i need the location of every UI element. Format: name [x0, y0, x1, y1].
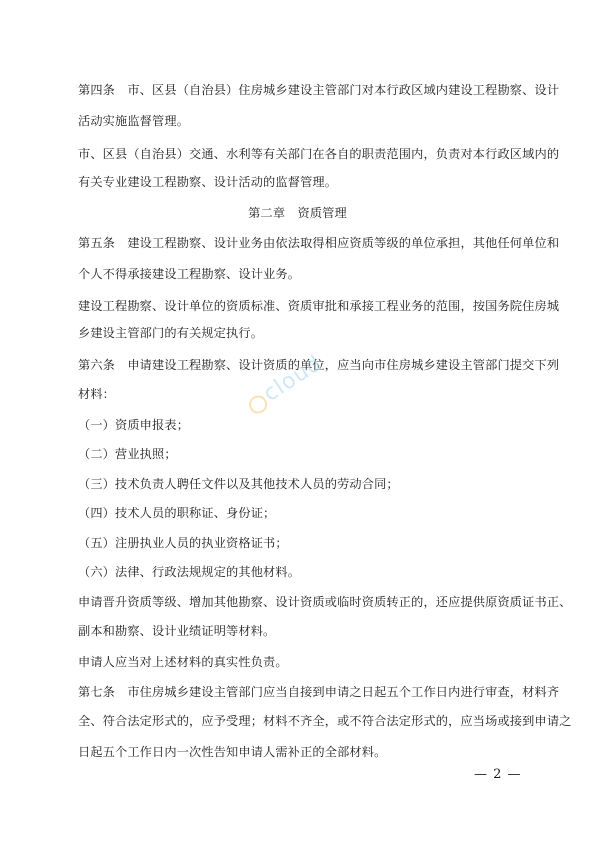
text-line: 第七条 市住房城乡建设主管部门应当自接到申请之日起五个工作日内进行审查，材料齐	[78, 685, 560, 699]
text-line: 市、区县（自治县）交通、水利等有关部门在各自的职责范围内，负责对本行政区域内的	[78, 147, 560, 161]
text-line: 有关专业建设工程勘察、设计活动的监督管理。	[78, 175, 338, 189]
text-line: 材料：	[78, 387, 116, 401]
text-line: 全、符合法定形式的，应予受理；材料不齐全，或不符合法定形式的，应当场或接到申请之	[78, 714, 572, 728]
text-line: 副本和勘察、设计业绩证明等材料。	[78, 624, 276, 638]
text-line: 第四条 市、区县（自治县）住房城乡建设主管部门对本行政区域内建设工程勘察、设计	[78, 83, 560, 97]
text-line: 第五条 建设工程勘察、设计业务由依法取得相应资质等级的单位承担，其他任何单位和	[78, 236, 560, 250]
text-line: 申请晋升资质等级、增加其他勘察、设计资质或临时资质转正的，还应提供原资质证书正、	[78, 595, 572, 609]
watermark	[238, 341, 337, 427]
list-item: （四）技术人员的职称证、身份证；	[78, 506, 276, 520]
list-item: （一）资质申报表；	[78, 418, 190, 432]
text-line: 第六条 申请建设工程勘察、设计资质的单位，应当向市住房城乡建设主管部门提交下列	[78, 358, 560, 372]
text-line: 申请人应当对上述材料的真实性负责。	[78, 655, 288, 669]
list-item: （三）技术负责人聘任文件以及其他技术人员的劳动合同；	[78, 477, 399, 491]
text-line: 日起五个工作日内一次性告知申请人需补正的全部材料。	[78, 745, 387, 759]
text-line: 建设工程勘察、设计单位的资质标准、资质审批和承接工程业务的范围，按国务院住房城	[78, 299, 560, 313]
text-line: 个人不得承接建设工程勘察、设计业务。	[78, 267, 301, 281]
chapter-heading: 第二章 资质管理	[248, 206, 347, 220]
list-item: （六）法律、行政法规规定的其他材料。	[78, 565, 301, 579]
text-line: 乡建设主管部门的有关规定执行。	[78, 326, 264, 340]
watermark-text: cloud	[259, 350, 327, 407]
list-item: （二）营业执照；	[78, 447, 177, 461]
text-line: 活动实施监督管理。	[78, 114, 190, 128]
page-number: — 2 —	[474, 767, 522, 782]
list-item: （五）注册执业人员的执业资格证书；	[78, 536, 288, 550]
